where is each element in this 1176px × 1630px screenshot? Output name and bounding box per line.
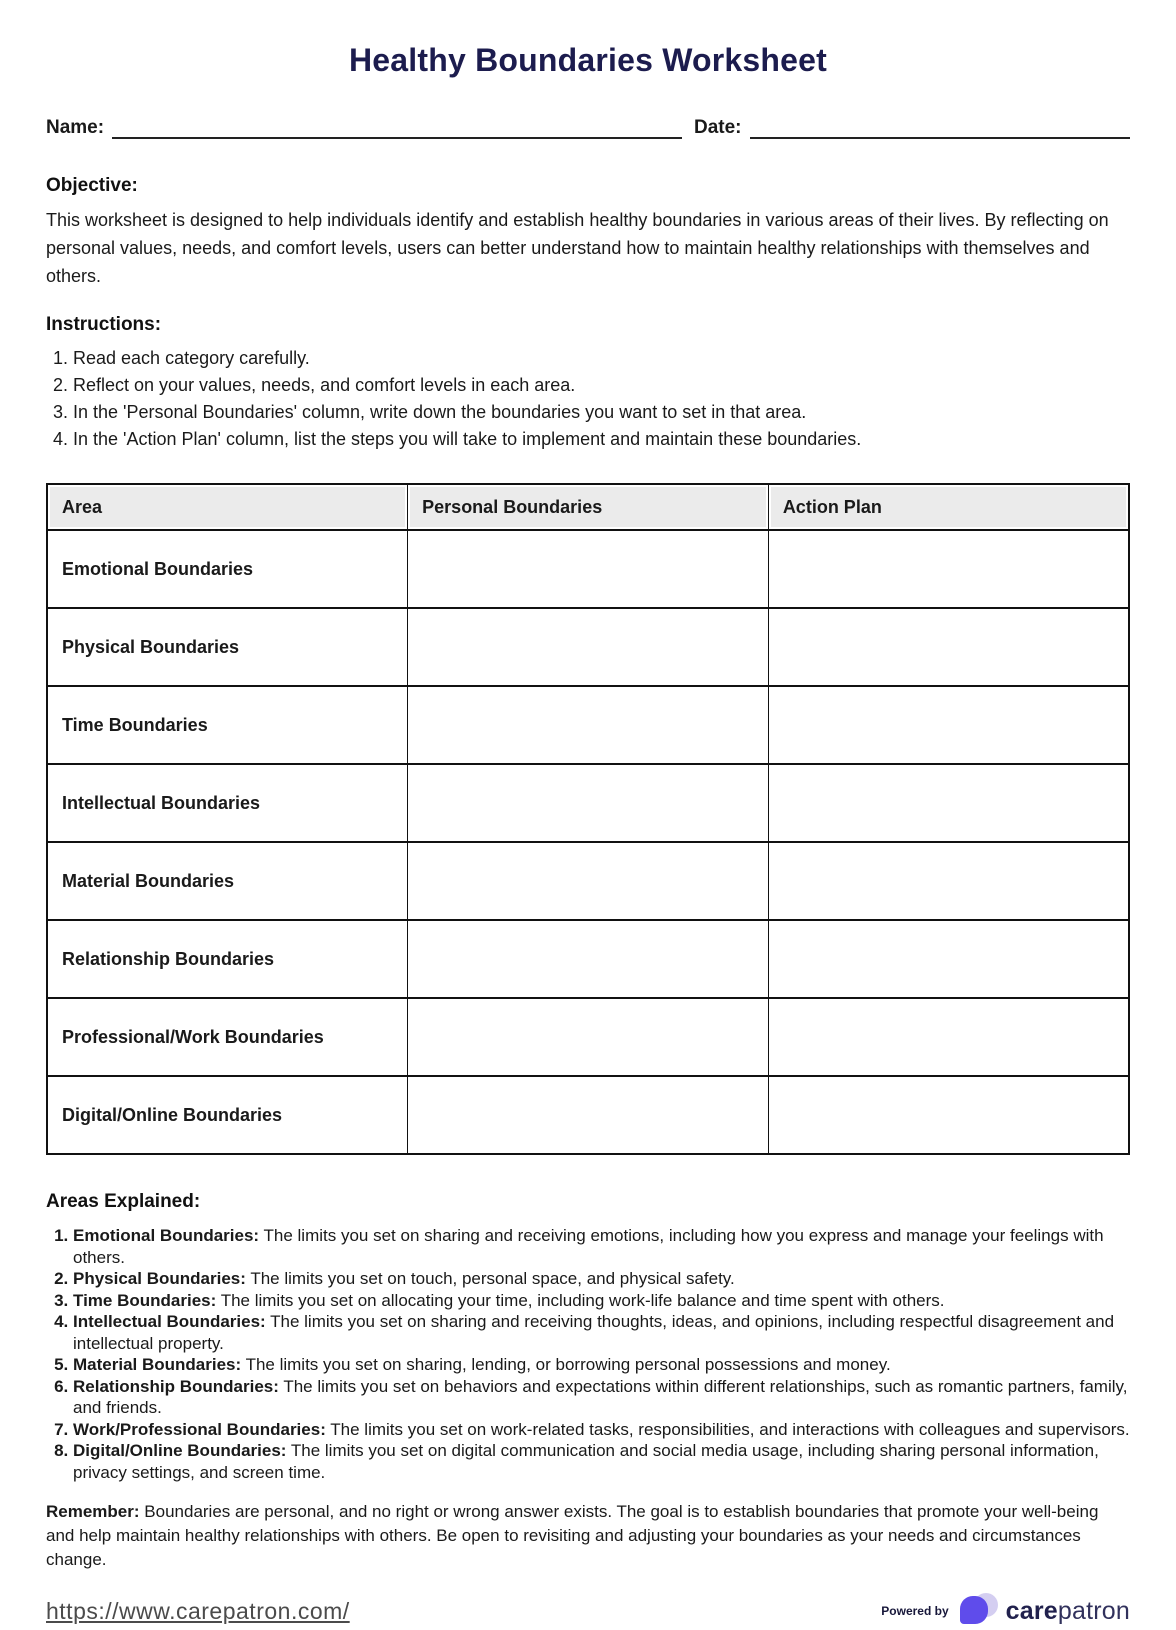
date-label: Date:: [694, 117, 742, 138]
personal-boundaries-cell[interactable]: [408, 608, 769, 686]
carepatron-logo-icon: [958, 1592, 1000, 1630]
area-explained-item: [73, 1268, 1130, 1290]
area-explained-label: Time Boundaries:: [73, 1290, 217, 1310]
instructions-list: [46, 345, 1130, 453]
area-explained-text: The limits you set on behaviors and expectations within different relationships, such as romantic partners, family, and friends.: [73, 1376, 1128, 1417]
action-plan-cell[interactable]: [768, 842, 1129, 920]
personal-boundaries-cell[interactable]: [408, 530, 769, 608]
area-cell: Professional/Work Boundaries: [47, 998, 408, 1076]
objective-paragraph: This worksheet is designed to help individuals identify and establish healthy boundaries in various areas of their lives. By reflecting on personal values, needs, and comfort levels, users can better understand how to maintain healthy relationships with themselves and others.: [46, 210, 1109, 286]
remember-label: Remember:: [46, 1502, 140, 1521]
personal-boundaries-cell[interactable]: [408, 764, 769, 842]
table-row: [47, 920, 1129, 998]
action-plan-cell[interactable]: [768, 920, 1129, 998]
area-explained-text: The limits you set on touch, personal space, and physical safety.: [250, 1269, 735, 1288]
area-explained-label: Physical Boundaries:: [73, 1269, 246, 1288]
areas-explained-list: [46, 1225, 1130, 1483]
date-field: [694, 117, 1130, 139]
area-explained-label: Material Boundaries:: [73, 1355, 242, 1374]
area-cell: Emotional Boundaries: [47, 530, 408, 608]
date-input-line[interactable]: [750, 117, 1130, 139]
name-input-line[interactable]: [112, 117, 682, 139]
column-header-personal-boundaries: Personal Boundaries: [408, 484, 769, 530]
personal-boundaries-cell[interactable]: [408, 1076, 769, 1154]
table-row: [47, 1076, 1129, 1154]
boundaries-table: [46, 483, 1130, 1155]
area-explained-item: [73, 1290, 1130, 1312]
personal-boundaries-cell[interactable]: [408, 686, 769, 764]
table-row: [47, 608, 1129, 686]
action-plan-cell[interactable]: [768, 530, 1129, 608]
website-link[interactable]: https://www.carepatron.com/: [46, 1597, 350, 1624]
area-explained-text: The limits you set on allocating your time, including work-life balance and time spent with others.: [220, 1290, 945, 1310]
column-header-area: Area: [47, 484, 408, 530]
area-explained-text: The limits you set on sharing, lending, or borrowing personal possessions and money.: [245, 1355, 891, 1374]
area-explained-item: [73, 1440, 1130, 1483]
area-explained-label: Digital/Online Boundaries:: [73, 1441, 287, 1460]
brand-patron-text: patron: [1057, 1596, 1130, 1625]
personal-boundaries-cell[interactable]: [408, 998, 769, 1076]
area-explained-text: The limits you set on work-related tasks, responsibilities, and interactions with colleagues and supervisors.: [330, 1419, 1130, 1439]
personal-boundaries-cell[interactable]: [408, 920, 769, 998]
area-cell: Time Boundaries: [47, 686, 408, 764]
table-header-row: [47, 484, 1129, 530]
instructions-heading: Instructions:: [46, 314, 162, 335]
remember-text: Boundaries are personal, and no right or wrong answer exists. The goal is to establish boundaries that promote your well-being and help maintain healthy relationships with others. Be open to revisiting and adjusting your boundaries as your needs and circumstances change.: [46, 1502, 1099, 1569]
area-explained-item: [73, 1311, 1130, 1354]
area-explained-label: Intellectual Boundaries:: [73, 1312, 266, 1331]
area-explained-item: [73, 1419, 1130, 1441]
action-plan-cell[interactable]: [768, 764, 1129, 842]
action-plan-cell[interactable]: [768, 608, 1129, 686]
remember-paragraph: [46, 1500, 1130, 1572]
area-explained-item: [73, 1376, 1130, 1419]
instruction-item: 2. Reflect on your values, needs, and comfort levels in each area.: [73, 372, 1130, 399]
action-plan-cell[interactable]: [768, 686, 1129, 764]
instruction-item: 4. In the 'Action Plan' column, list the steps you will take to implement and maintain these boundaries.: [73, 426, 1130, 453]
area-explained-text: The limits you set on digital communication and social media usage, including sharing personal information, privacy settings, and screen time.: [73, 1441, 1099, 1482]
table-row: [47, 764, 1129, 842]
instruction-item: 1. Read each category carefully.: [73, 345, 1130, 372]
name-field: [46, 117, 682, 139]
area-explained-item: [73, 1225, 1130, 1268]
areas-explained-heading: Areas Explained:: [46, 1191, 201, 1212]
logo-purple-blob: [960, 1596, 988, 1624]
boundaries-table-body: [47, 530, 1129, 1154]
table-row: [47, 842, 1129, 920]
action-plan-cell[interactable]: [768, 998, 1129, 1076]
objective-heading: Objective:: [46, 175, 138, 196]
area-cell: Physical Boundaries: [47, 608, 408, 686]
area-cell: Intellectual Boundaries: [47, 764, 408, 842]
instruction-item: 3. In the 'Personal Boundaries' column, write down the boundaries you want to set in that area.: [73, 399, 1130, 426]
page-title: Healthy Boundaries Worksheet: [348, 42, 828, 78]
name-date-row: [46, 117, 1130, 139]
action-plan-cell[interactable]: [768, 1076, 1129, 1154]
brand-care-text: care: [1005, 1596, 1058, 1625]
area-cell: Relationship Boundaries: [47, 920, 408, 998]
powered-by: [881, 1592, 1130, 1630]
name-label: Name:: [46, 117, 105, 138]
area-explained-label: Emotional Boundaries:: [73, 1226, 260, 1245]
area-explained-label: Relationship Boundaries:: [73, 1376, 279, 1396]
area-explained-item: [73, 1354, 1130, 1376]
area-cell: Material Boundaries: [47, 842, 408, 920]
table-row: [47, 686, 1129, 764]
area-explained-text: The limits you set on sharing and receiving emotions, including how you express and manage your feelings with others.: [73, 1226, 1104, 1267]
area-explained-label: Work/Professional Boundaries:: [73, 1419, 326, 1439]
table-row: [47, 998, 1129, 1076]
powered-by-label: Powered by: [881, 1604, 949, 1618]
personal-boundaries-cell[interactable]: [408, 842, 769, 920]
table-row: [47, 530, 1129, 608]
carepatron-wordmark: [1006, 1597, 1130, 1626]
column-header-action-plan: Action Plan: [768, 484, 1129, 530]
area-explained-text: The limits you set on sharing and receiving thoughts, ideas, and opinions, including respectful disagreement and intellectual property.: [73, 1312, 1115, 1353]
footer: [46, 1592, 1130, 1630]
area-cell: Digital/Online Boundaries: [47, 1076, 408, 1154]
